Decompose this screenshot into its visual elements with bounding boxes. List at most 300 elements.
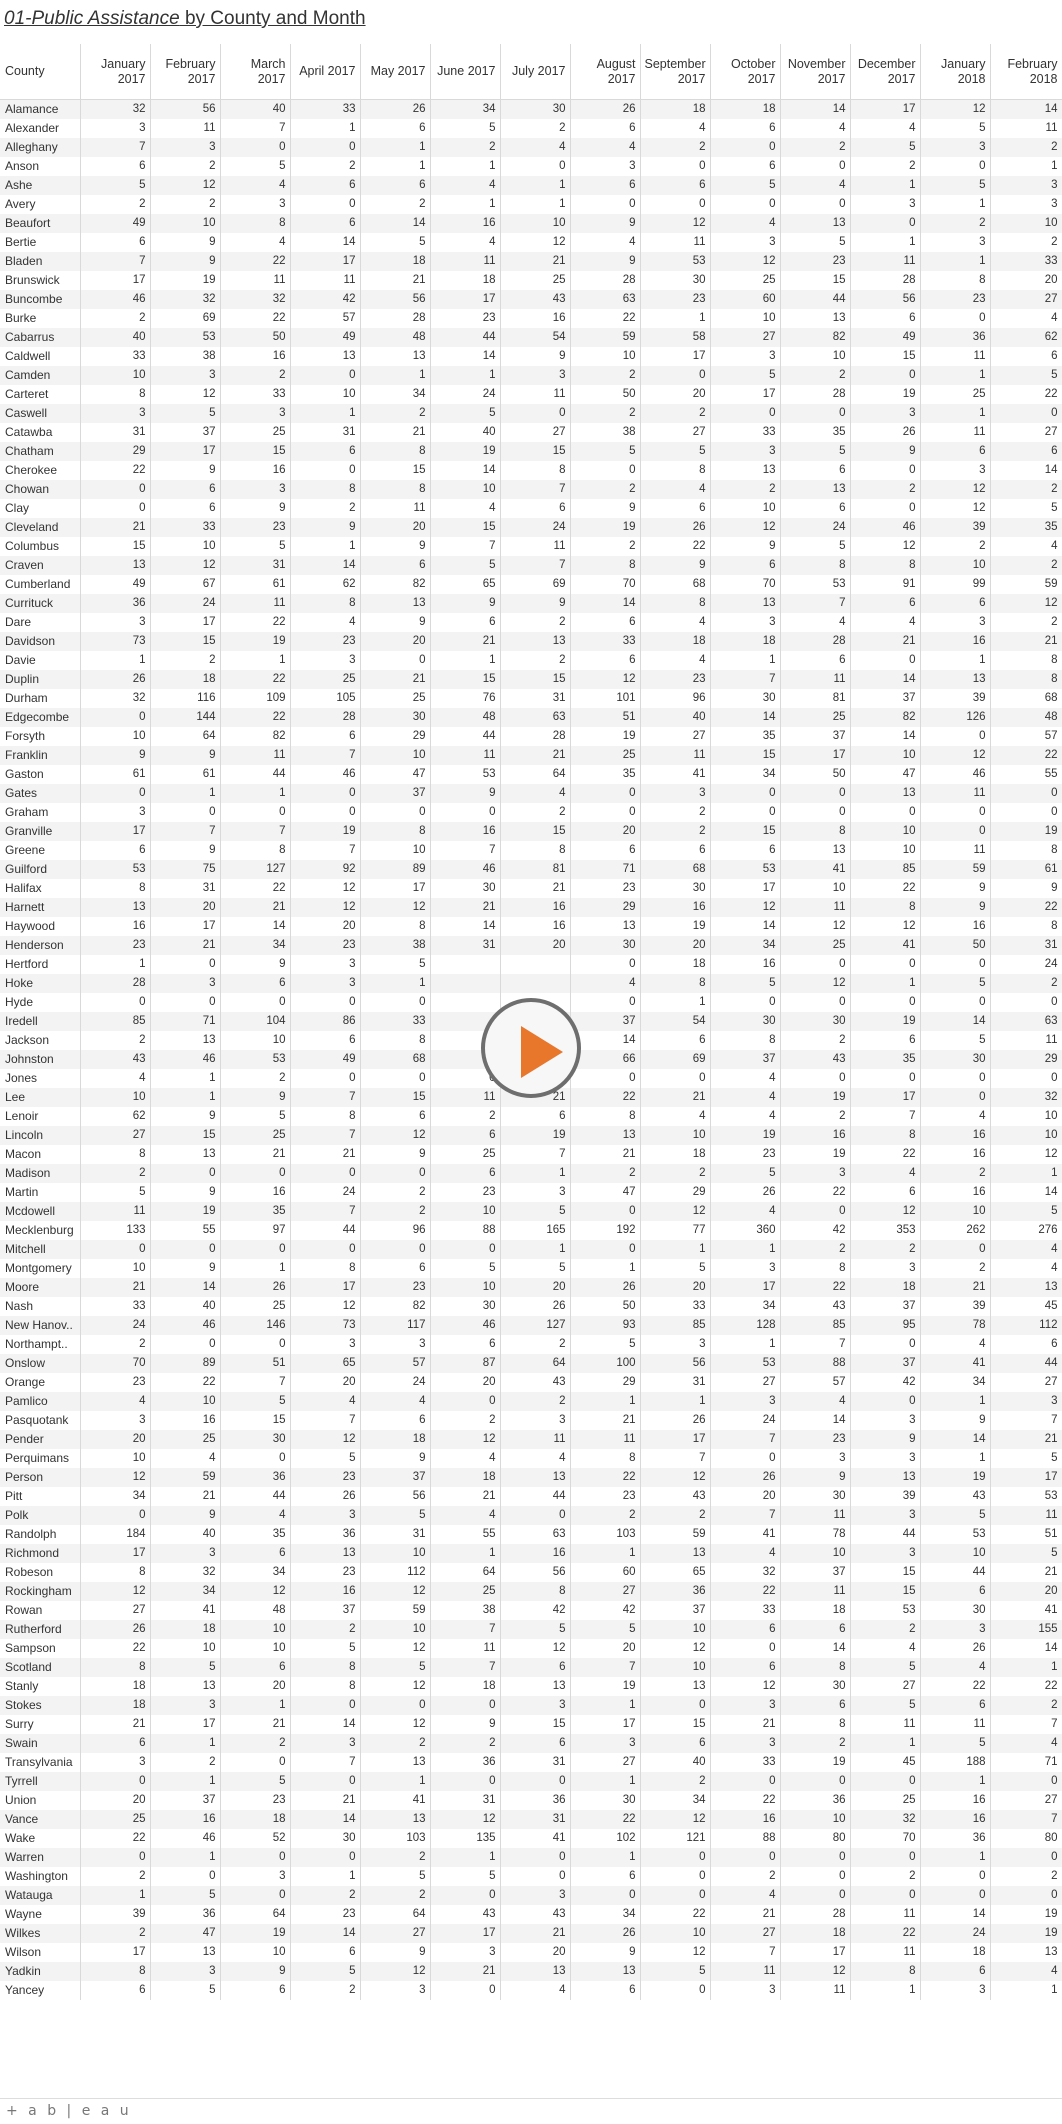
value-cell: 18 [430,1468,500,1487]
value-cell: 13 [150,1031,220,1050]
table-row [0,157,1062,176]
value-cell: 53 [920,1525,990,1544]
table-row [0,1886,1062,1905]
value-cell: 18 [150,1620,220,1639]
value-cell: 6 [430,1164,500,1183]
value-cell: 0 [220,803,290,822]
value-cell: 53 [640,252,710,271]
value-cell: 61 [990,860,1062,879]
value-cell: 20 [80,1791,150,1810]
value-cell: 0 [920,803,990,822]
value-cell: 24 [150,594,220,613]
value-cell: 21 [640,1088,710,1107]
value-cell: 14 [220,917,290,936]
table-row [0,784,1062,803]
value-cell: 11 [710,1962,780,1981]
value-cell: 117 [360,1316,430,1335]
value-cell: 17 [640,1430,710,1449]
value-cell: 15 [430,518,500,537]
value-cell: 69 [500,575,570,594]
value-cell: 27 [360,1924,430,1943]
value-cell: 165 [500,1221,570,1240]
value-cell: 0 [570,955,640,974]
value-cell: 15 [640,1715,710,1734]
value-cell: 6 [850,1183,920,1202]
county-name-cell: Ashe [0,176,80,195]
county-name-cell: Moore [0,1278,80,1297]
value-cell: 14 [430,347,500,366]
value-cell: 22 [570,1468,640,1487]
value-cell: 12 [80,1582,150,1601]
value-cell: 2 [360,1183,430,1202]
value-cell: 6 [640,1031,710,1050]
value-cell: 53 [150,328,220,347]
value-cell: 5 [430,1867,500,1886]
value-cell: 0 [850,1848,920,1867]
value-cell [500,955,570,974]
value-cell: 33 [640,1297,710,1316]
value-cell: 22 [710,1582,780,1601]
value-cell: 4 [360,1392,430,1411]
value-cell: 17 [150,613,220,632]
value-cell: 31 [290,423,360,442]
value-cell: 17 [80,822,150,841]
column-header-month[interactable]: August 2017 [570,44,640,100]
value-cell: 17 [570,1715,640,1734]
value-cell: 14 [780,100,850,120]
value-cell: 34 [80,1487,150,1506]
value-cell: 4 [570,138,640,157]
value-cell: 57 [290,309,360,328]
value-cell: 25 [430,1145,500,1164]
value-cell: 1 [850,1981,920,2000]
value-cell: 17 [80,1943,150,1962]
table-row [0,309,1062,328]
value-cell: 6 [150,499,220,518]
value-cell: 36 [920,328,990,347]
value-cell: 10 [640,1924,710,1943]
value-cell: 46 [850,518,920,537]
value-cell: 1 [220,1696,290,1715]
value-cell: 3 [920,1981,990,2000]
value-cell: 3 [850,1259,920,1278]
value-cell: 28 [780,385,850,404]
table-row [0,347,1062,366]
value-cell: 7 [500,1145,570,1164]
value-cell: 19 [430,442,500,461]
value-cell: 41 [850,936,920,955]
value-cell: 8 [990,841,1062,860]
table-row [0,1715,1062,1734]
column-header-month[interactable]: April 2017 [290,44,360,100]
value-cell: 12 [780,1962,850,1981]
value-cell: 11 [920,347,990,366]
value-cell: 16 [220,461,290,480]
value-cell: 2 [290,1886,360,1905]
value-cell: 8 [570,1107,640,1126]
value-cell: 15 [850,347,920,366]
value-cell: 22 [570,1088,640,1107]
value-cell: 43 [640,1487,710,1506]
value-cell: 44 [430,727,500,746]
value-cell: 62 [80,1107,150,1126]
value-cell: 1 [430,157,500,176]
value-cell: 6 [990,1335,1062,1354]
value-cell: 2 [360,1734,430,1753]
value-cell: 2 [500,651,570,670]
table-row [0,879,1062,898]
value-cell: 7 [290,1126,360,1145]
column-header-month[interactable]: May 2017 [360,44,430,100]
table-row [0,632,1062,651]
county-name-cell: Columbus [0,537,80,556]
value-cell: 6 [80,157,150,176]
value-cell: 23 [290,936,360,955]
value-cell: 10 [360,841,430,860]
value-cell: 0 [780,1867,850,1886]
table-row [0,1316,1062,1335]
table-row [0,1411,1062,1430]
value-cell: 29 [640,1183,710,1202]
value-cell: 32 [150,290,220,309]
value-cell: 18 [430,271,500,290]
table-row [0,442,1062,461]
value-cell: 21 [990,1563,1062,1582]
value-cell: 14 [920,1905,990,1924]
value-cell: 81 [500,860,570,879]
value-cell: 0 [920,157,990,176]
value-cell: 15 [500,822,570,841]
value-cell: 29 [360,727,430,746]
value-cell: 18 [780,1924,850,1943]
value-cell: 3 [920,138,990,157]
county-name-cell: Dare [0,613,80,632]
value-cell: 9 [150,746,220,765]
value-cell: 5 [710,366,780,385]
column-header-month[interactable]: September 2017 [640,44,710,100]
value-cell: 7 [500,556,570,575]
value-cell: 6 [360,556,430,575]
value-cell: 0 [150,803,220,822]
value-cell: 32 [220,290,290,309]
value-cell: 31 [500,1753,570,1772]
table-row [0,708,1062,727]
value-cell: 144 [150,708,220,727]
value-cell: 3 [710,1259,780,1278]
value-cell: 5 [780,233,850,252]
county-name-cell: Rutherford [0,1620,80,1639]
table-row [0,1962,1062,1981]
county-name-cell: Clay [0,499,80,518]
value-cell: 3 [710,613,780,632]
value-cell: 5 [220,537,290,556]
value-cell: 23 [290,1563,360,1582]
value-cell: 2 [500,1392,570,1411]
value-cell: 19 [220,1924,290,1943]
value-cell: 12 [290,898,360,917]
value-cell: 1 [570,1392,640,1411]
value-cell: 6 [500,1107,570,1126]
column-header-month[interactable]: November 2017 [780,44,850,100]
value-cell: 1 [150,784,220,803]
value-cell: 28 [80,974,150,993]
value-cell: 3 [850,404,920,423]
value-cell: 99 [920,575,990,594]
value-cell: 4 [710,1544,780,1563]
table-row [0,860,1062,879]
county-name-cell: Onslow [0,1354,80,1373]
value-cell: 44 [500,1487,570,1506]
value-cell: 23 [220,518,290,537]
value-cell: 41 [150,1601,220,1620]
value-cell: 16 [640,898,710,917]
value-cell: 27 [710,328,780,347]
value-cell: 6 [990,347,1062,366]
value-cell: 0 [640,1886,710,1905]
county-name-cell: Wilkes [0,1924,80,1943]
value-cell: 0 [430,1886,500,1905]
value-cell: 6 [850,594,920,613]
value-cell: 17 [640,347,710,366]
value-cell: 32 [990,1088,1062,1107]
value-cell: 20 [80,1430,150,1449]
value-cell: 2 [780,1734,850,1753]
value-cell: 10 [150,1639,220,1658]
value-cell: 8 [80,879,150,898]
value-cell: 102 [570,1829,640,1848]
column-header-month[interactable]: December 2017 [850,44,920,100]
value-cell: 1 [640,1392,710,1411]
table-row [0,955,1062,974]
value-cell: 11 [220,594,290,613]
value-cell: 10 [990,214,1062,233]
column-header-month[interactable]: February 2017 [150,44,220,100]
value-cell: 0 [290,138,360,157]
column-header-month[interactable]: October 2017 [710,44,780,100]
value-cell: 17 [710,1278,780,1297]
value-cell: 14 [920,1430,990,1449]
county-name-cell: Currituck [0,594,80,613]
value-cell: 30 [570,936,640,955]
value-cell: 2 [500,119,570,138]
value-cell: 8 [500,841,570,860]
value-cell: 7 [710,670,780,689]
value-cell: 6 [570,613,640,632]
value-cell: 44 [780,290,850,309]
value-cell: 16 [710,1810,780,1829]
value-cell: 14 [710,708,780,727]
value-cell: 11 [990,119,1062,138]
value-cell: 1 [920,651,990,670]
county-name-cell: Warren [0,1848,80,1867]
value-cell: 13 [570,917,640,936]
value-cell: 9 [500,594,570,613]
county-name-cell: Orange [0,1373,80,1392]
value-cell: 56 [360,1487,430,1506]
value-cell: 1 [570,1696,640,1715]
table-row [0,689,1062,708]
value-cell: 0 [290,1164,360,1183]
value-cell: 0 [80,499,150,518]
value-cell: 12 [710,1677,780,1696]
value-cell: 6 [570,176,640,195]
value-cell: 18 [640,955,710,974]
value-cell: 18 [850,1278,920,1297]
value-cell: 2 [290,1981,360,2000]
value-cell: 0 [920,955,990,974]
value-cell: 19 [920,1468,990,1487]
value-cell: 15 [80,537,150,556]
value-cell: 13 [360,594,430,613]
value-cell: 8 [780,1658,850,1677]
value-cell: 48 [360,328,430,347]
value-cell: 9 [570,499,640,518]
column-header-month[interactable]: March 2017 [220,44,290,100]
value-cell: 1 [570,1259,640,1278]
value-cell: 18 [640,100,710,120]
county-name-cell: Surry [0,1715,80,1734]
value-cell: 2 [920,1259,990,1278]
value-cell: 3 [430,1943,500,1962]
value-cell: 8 [500,1582,570,1601]
value-cell: 34 [920,1373,990,1392]
value-cell: 1 [290,1867,360,1886]
value-cell: 4 [710,1088,780,1107]
column-header-month[interactable]: February 2018 [990,44,1062,100]
value-cell: 0 [850,955,920,974]
value-cell: 6 [780,1696,850,1715]
value-cell: 3 [80,119,150,138]
value-cell: 51 [220,1354,290,1373]
value-cell: 0 [570,784,640,803]
column-header-month[interactable]: July 2017 [500,44,570,100]
value-cell: 0 [640,1848,710,1867]
value-cell: 44 [430,328,500,347]
value-cell: 4 [430,233,500,252]
value-cell: 50 [220,328,290,347]
value-cell: 0 [640,1981,710,2000]
value-cell: 27 [990,1791,1062,1810]
value-cell: 25 [360,689,430,708]
value-cell: 20 [640,1278,710,1297]
value-cell: 8 [290,480,360,499]
county-name-cell: Pamlico [0,1392,80,1411]
value-cell: 23 [290,1468,360,1487]
header-row [0,44,1062,100]
value-cell: 14 [290,1810,360,1829]
value-cell: 6 [710,119,780,138]
value-cell: 19 [850,385,920,404]
value-cell: 1 [430,195,500,214]
value-cell: 70 [80,1354,150,1373]
value-cell: 6 [850,309,920,328]
value-cell: 3 [990,1392,1062,1411]
value-cell: 1 [80,651,150,670]
value-cell: 21 [570,1411,640,1430]
table-row [0,1240,1062,1259]
value-cell: 30 [920,1050,990,1069]
value-cell: 4 [290,613,360,632]
value-cell: 0 [920,993,990,1012]
value-cell: 8 [360,917,430,936]
value-cell: 0 [220,1449,290,1468]
value-cell: 36 [640,1582,710,1601]
value-cell: 28 [780,632,850,651]
value-cell: 18 [220,1810,290,1829]
county-name-cell: Duplin [0,670,80,689]
value-cell: 0 [640,366,710,385]
value-cell: 14 [150,1278,220,1297]
value-cell: 39 [920,1297,990,1316]
value-cell: 82 [850,708,920,727]
column-header-month[interactable]: January 2017 [80,44,150,100]
value-cell: 0 [430,803,500,822]
value-cell: 1 [290,119,360,138]
value-cell: 19 [290,822,360,841]
play-button[interactable] [481,998,581,1098]
tableau-logo[interactable]: + a b | e a u [6,2103,132,2119]
value-cell: 14 [570,594,640,613]
value-cell: 37 [780,727,850,746]
value-cell: 11 [850,1905,920,1924]
value-cell: 3 [220,404,290,423]
value-cell: 0 [640,1696,710,1715]
value-cell: 13 [500,632,570,651]
value-cell: 19 [780,1088,850,1107]
county-name-cell: Person [0,1468,80,1487]
title-suffix: by County and Month [179,8,366,29]
column-header-month[interactable]: January 2018 [920,44,990,100]
value-cell: 7 [150,822,220,841]
value-cell: 128 [710,1316,780,1335]
value-cell: 2 [150,1753,220,1772]
value-cell: 0 [360,993,430,1012]
value-cell: 95 [850,1316,920,1335]
value-cell: 63 [990,1012,1062,1031]
value-cell: 0 [80,1772,150,1791]
column-header-month[interactable]: June 2017 [430,44,500,100]
value-cell: 40 [150,1525,220,1544]
value-cell: 9 [850,1430,920,1449]
table-row [0,233,1062,252]
value-cell: 7 [710,1430,780,1449]
county-name-cell: Martin [0,1183,80,1202]
value-cell: 0 [780,1069,850,1088]
value-cell: 5 [640,1259,710,1278]
value-cell: 19 [570,1677,640,1696]
value-cell: 2 [640,1506,710,1525]
column-header-county[interactable]: County [0,44,80,100]
value-cell: 28 [290,708,360,727]
table-row [0,404,1062,423]
value-cell: 22 [220,708,290,727]
value-cell: 24 [360,1373,430,1392]
value-cell: 15 [360,461,430,480]
value-cell: 21 [500,746,570,765]
value-cell: 11 [990,1031,1062,1050]
value-cell: 16 [500,917,570,936]
value-cell: 25 [220,1297,290,1316]
value-cell: 36 [80,594,150,613]
county-name-cell: Forsyth [0,727,80,746]
value-cell: 22 [990,385,1062,404]
value-cell: 8 [360,442,430,461]
value-cell: 56 [640,1354,710,1373]
value-cell: 2 [570,1506,640,1525]
value-cell: 13 [780,480,850,499]
county-name-cell: Alleghany [0,138,80,157]
value-cell: 18 [710,632,780,651]
